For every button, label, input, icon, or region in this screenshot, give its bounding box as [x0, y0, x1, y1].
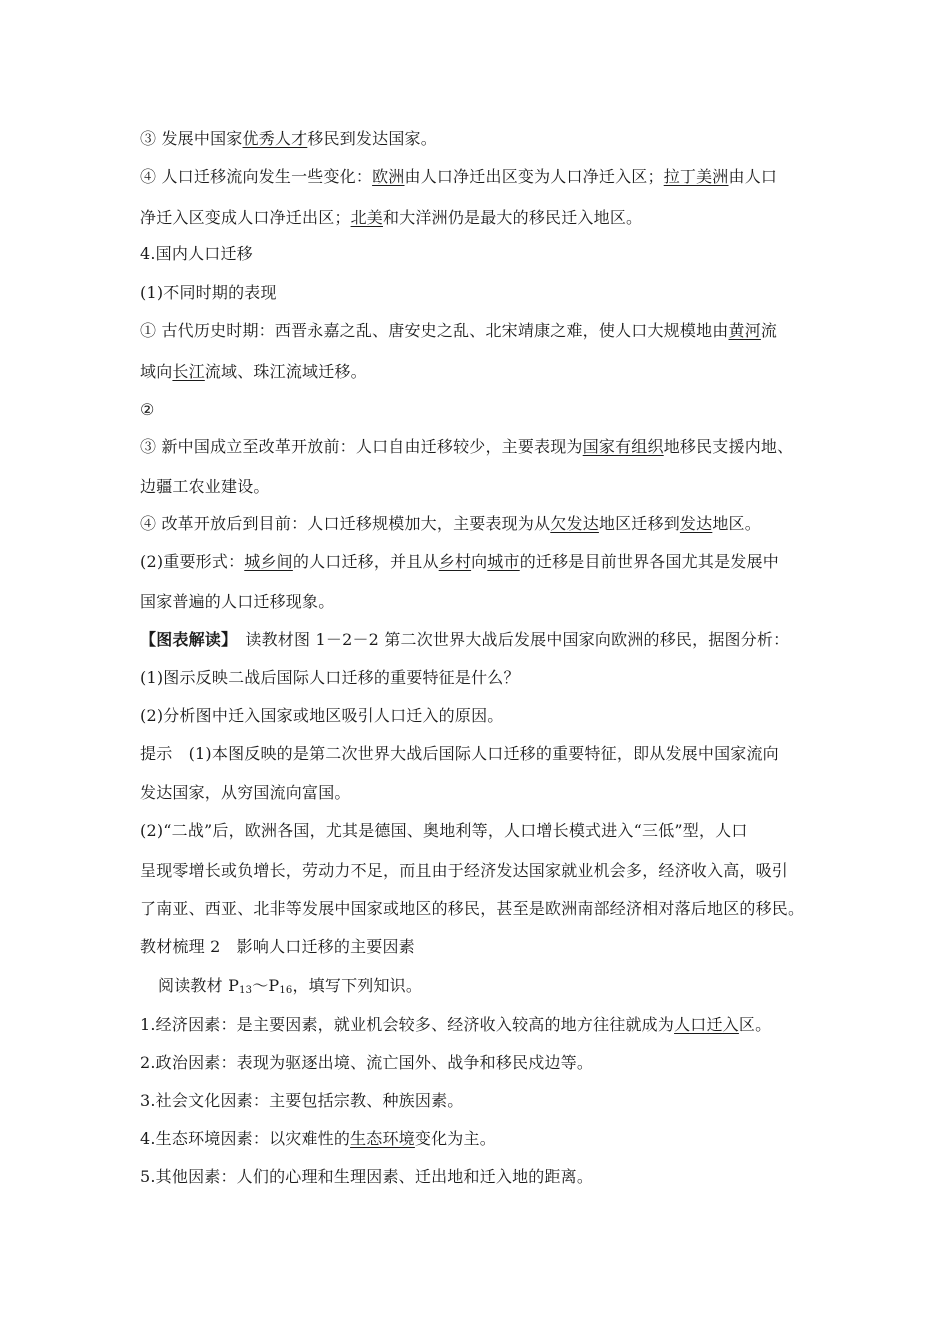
fill-in-answer: 发达: [679, 514, 713, 533]
text-line: [140, 551, 830, 573]
text-line: ②: [140, 400, 155, 419]
text-line: [140, 1014, 830, 1036]
text-run: 向: [471, 552, 488, 571]
text-run: 区。: [738, 1015, 772, 1034]
answer-line: 发达国家，从穷国流向富国。: [140, 783, 351, 802]
answer-line: 提示 (1)本图反映的是第二次世界大战后国际人口迁移的重要特征，即从发展中国家流向: [140, 744, 779, 763]
page-subscript: 13: [239, 985, 253, 996]
text-run: 地移民支援内地、: [663, 437, 794, 456]
text-line: [140, 629, 830, 651]
text-line: [140, 128, 830, 150]
fill-in-answer: 城市: [487, 552, 520, 571]
answer-line: 了南亚、西亚、北非等发展中国家或地区的移民，甚至是欧洲南部经济相对落后地区的移民。: [140, 899, 805, 918]
text-line: [140, 166, 830, 188]
text-run: 阅读教材 P: [158, 976, 240, 995]
answer-line: (2)“二战”后，欧洲各国，尤其是德国、奥地利等，人口增长模式进入“三低”型，人口: [140, 821, 748, 840]
text-run: 变化为主。: [414, 1129, 496, 1148]
text-run: ～P: [252, 976, 280, 995]
text-run: 流域、珠江流域迁移。: [204, 362, 367, 381]
text-line: 3.社会文化因素：主要包括宗教、种族因素。: [140, 1091, 464, 1110]
text-run: 由人口净迁出区变为人口净迁入区；: [404, 167, 664, 186]
text-line: 2.政治因素：表现为驱逐出境、流亡国外、战争和移民戍边等。: [140, 1053, 594, 1072]
text-run: 移民到发达国家。: [307, 129, 437, 148]
text-line: [140, 436, 830, 458]
text-run: 的迁移是目前世界各国尤其是发展中: [519, 552, 779, 571]
question-line: (1)图示反映二战后国际人口迁移的重要特征是什么？: [140, 668, 520, 687]
subsection-heading: (1)不同时期的表现: [140, 283, 277, 302]
text-run: ④ 人口迁移流向发生一些变化：: [140, 167, 373, 186]
text-line: 国家普遍的人口迁移现象。: [140, 592, 335, 611]
fill-in-answer: 拉丁美洲: [663, 167, 729, 186]
text-run: 净迁入区变成人口净迁出区；: [140, 208, 351, 227]
fill-in-answer: 黄河: [728, 321, 761, 340]
fill-in-answer: 生态环境: [350, 1129, 415, 1148]
text-line: [140, 1128, 830, 1150]
fill-in-answer: 北美: [350, 208, 384, 227]
question-line: (2)分析图中迁入国家或地区吸引人口迁入的原因。: [140, 706, 504, 725]
section-heading: 教材梳理 2 影响人口迁移的主要因素: [140, 937, 415, 956]
page-subscript: 16: [279, 985, 293, 996]
text-line: [140, 361, 830, 383]
text-run: ③ 发展中国家: [140, 129, 243, 148]
text-line: [140, 207, 830, 229]
text-run: ④ 改革开放后到目前：人口迁移规模加大，主要表现为从: [140, 514, 551, 533]
text-run: 地区。: [712, 514, 761, 533]
chart-reading-label: 【图表解读】: [140, 630, 230, 649]
fill-in-answer: 欠发达: [550, 514, 599, 533]
fill-in-answer: 长江: [172, 362, 205, 381]
text-run: 1.经济因素：是主要因素，就业机会较多、经济收入较高的地方往往就成为: [140, 1015, 675, 1034]
text-run: 流: [760, 321, 778, 340]
fill-in-answer: 人口迁入: [674, 1015, 739, 1034]
text-run: (2)重要形式：: [140, 552, 245, 571]
fill-in-answer: 国家有组织: [582, 437, 664, 456]
text-run: 和大洋洲仍是最大的移民迁入地区。: [383, 208, 643, 227]
text-run: ① 古代历史时期：西晋永嘉之乱、唐安史之乱、北宋靖康之难，使人口大规模地由: [140, 321, 729, 340]
text-line: 5.其他因素：人们的心理和生理因素、迁出地和迁入地的距离。: [140, 1167, 594, 1186]
fill-in-answer: 城乡间: [244, 552, 293, 571]
text-run: ③ 新中国成立至改革开放前：人口自由迁移较少，主要表现为: [140, 437, 583, 456]
text-run: 由人口: [728, 167, 778, 186]
text-line: [140, 513, 830, 535]
text-run: 地区迁移到: [598, 514, 680, 533]
answer-line: 呈现零增长或负增长，劳动力不足，而且由于经济发达国家就业机会多，经济收入高，吸引: [140, 861, 789, 880]
text-run: ，填写下列知识。: [292, 976, 423, 995]
fill-in-answer: 优秀人才: [242, 129, 308, 148]
text-run: 的人口迁移，并且从: [292, 552, 439, 571]
text-line: [158, 975, 848, 1002]
text-line: 边疆工农业建设。: [140, 477, 270, 496]
section-heading: 4.国内人口迁移: [140, 244, 253, 263]
text-run: 域向: [140, 362, 173, 381]
fill-in-answer: 欧洲: [372, 167, 405, 186]
text-run: 4.生态环境因素：以灾难性的: [140, 1129, 351, 1148]
text-line: [140, 320, 830, 342]
text-run: 读教材图 1－2－2 第二次世界大战后发展中国家向欧洲的移民，据图分析：: [229, 630, 790, 649]
fill-in-answer: 乡村: [438, 552, 472, 571]
